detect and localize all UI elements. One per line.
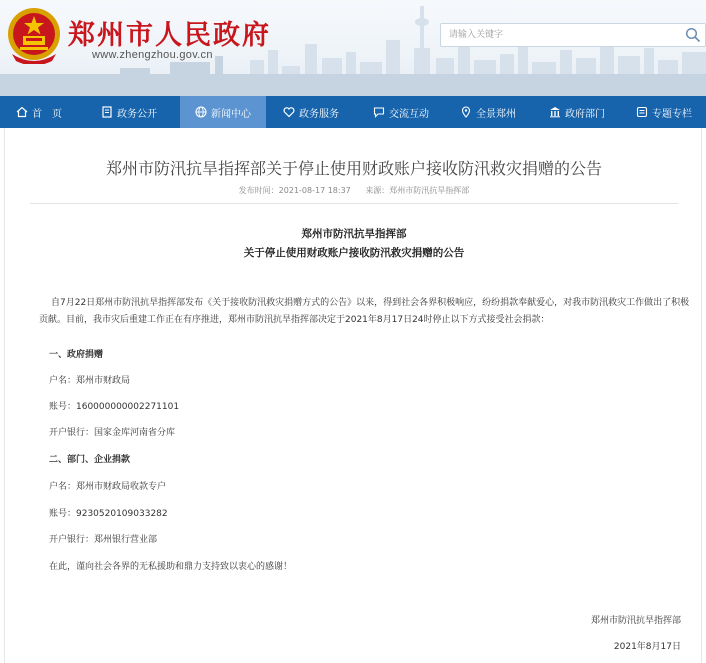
- search-box: [440, 23, 706, 47]
- chat-icon: [373, 106, 385, 118]
- section-1-bank: 开户银行：国家金库河南省分库: [49, 428, 176, 438]
- nav-item-interaction[interactable]: [356, 96, 446, 128]
- heart-icon: [283, 106, 295, 118]
- nav-item-government-services[interactable]: [266, 96, 356, 128]
- site-url: www.zhengzhou.gov.cn: [92, 49, 213, 61]
- closing-line: 在此，谨向社会各界的无私援助和鼎力支持致以衷心的感谢！: [49, 562, 293, 572]
- article-meta: [5, 185, 703, 196]
- topic-icon: [636, 106, 648, 118]
- nav-item-departments[interactable]: [530, 96, 624, 128]
- nav-item-news-center[interactable]: [180, 96, 266, 128]
- nav-item-government-affairs[interactable]: [78, 96, 180, 128]
- nav-label: 首 页: [32, 108, 62, 120]
- article-subtitle-heading: 关于停止使用财政账户接收防汛救灾捐赠的公告: [243, 247, 465, 259]
- signature-date: 2021年8月17日: [613, 642, 681, 652]
- nav-label: 全景郑州: [476, 108, 516, 120]
- building-icon: [549, 106, 561, 118]
- map-pin-icon: [460, 106, 472, 118]
- intro-paragraph: [39, 295, 690, 329]
- nav-item-special-topics[interactable]: [624, 96, 706, 128]
- nav-label: 新闻中心: [211, 108, 251, 120]
- section-2-account-name: 户名：郑州市财政局收款专户: [49, 482, 167, 492]
- main-nav: [0, 96, 706, 128]
- nav-label: 政务服务: [299, 108, 339, 120]
- section-2-bank: 开户银行：郑州银行营业部: [49, 535, 158, 545]
- article-source: 来源：郑州市防汛抗旱指挥部: [365, 186, 470, 195]
- article-title: 郑州市防汛抗旱指挥部关于停止使用财政账户接收防汛救灾捐赠的公告: [105, 159, 602, 178]
- nav-label: 专题专栏: [652, 108, 692, 120]
- divider: [30, 203, 678, 204]
- section-2-account-number: 账号：9230520109033282: [49, 509, 168, 519]
- site-title[interactable]: 郑州市人民政府: [68, 20, 271, 51]
- publish-time: 发布时间：2021-08-17 18:37: [238, 186, 351, 195]
- search-icon[interactable]: [685, 27, 701, 43]
- article-subtitle-issuer: 郑州市防汛抗旱指挥部: [301, 228, 407, 240]
- national-emblem-logo: [6, 6, 62, 64]
- section-2-heading: 二、部门、企业捐款: [49, 455, 131, 465]
- home-icon: [16, 106, 28, 118]
- search-input[interactable]: [441, 24, 671, 46]
- document-icon: [101, 106, 113, 118]
- intro-line: 贡献。目前，我市灾后重建工作正在有序推进，郑州市防汛抗旱指挥部决定于2021年8月17日24时停止以下方式接受社会捐款：: [39, 315, 550, 325]
- globe-icon: [195, 106, 207, 118]
- section-1-account-name: 户名：郑州市财政局: [49, 376, 131, 386]
- nav-item-home[interactable]: [0, 96, 78, 128]
- section-1-account-number: 账号：160000000002271101: [49, 402, 180, 412]
- signature: 郑州市防汛抗旱指挥部: [590, 616, 681, 626]
- nav-label: 政府部门: [565, 108, 605, 120]
- nav-label: 政务公开: [117, 108, 157, 120]
- nav-item-panorama[interactable]: [446, 96, 530, 128]
- site-header: [0, 0, 706, 96]
- intro-line: 自7月22日郑州市防汛抗旱指挥部发布《关于接收防汛救灾捐赠方式的公告》以来，得到社会各界积极响应，纷纷捐款奉献爱心，对我市防汛救灾工作做出了积极: [51, 298, 690, 308]
- section-1-heading: 一、政府捐赠: [49, 350, 104, 360]
- nav-label: 交流互动: [389, 108, 429, 120]
- article-container: [4, 128, 702, 663]
